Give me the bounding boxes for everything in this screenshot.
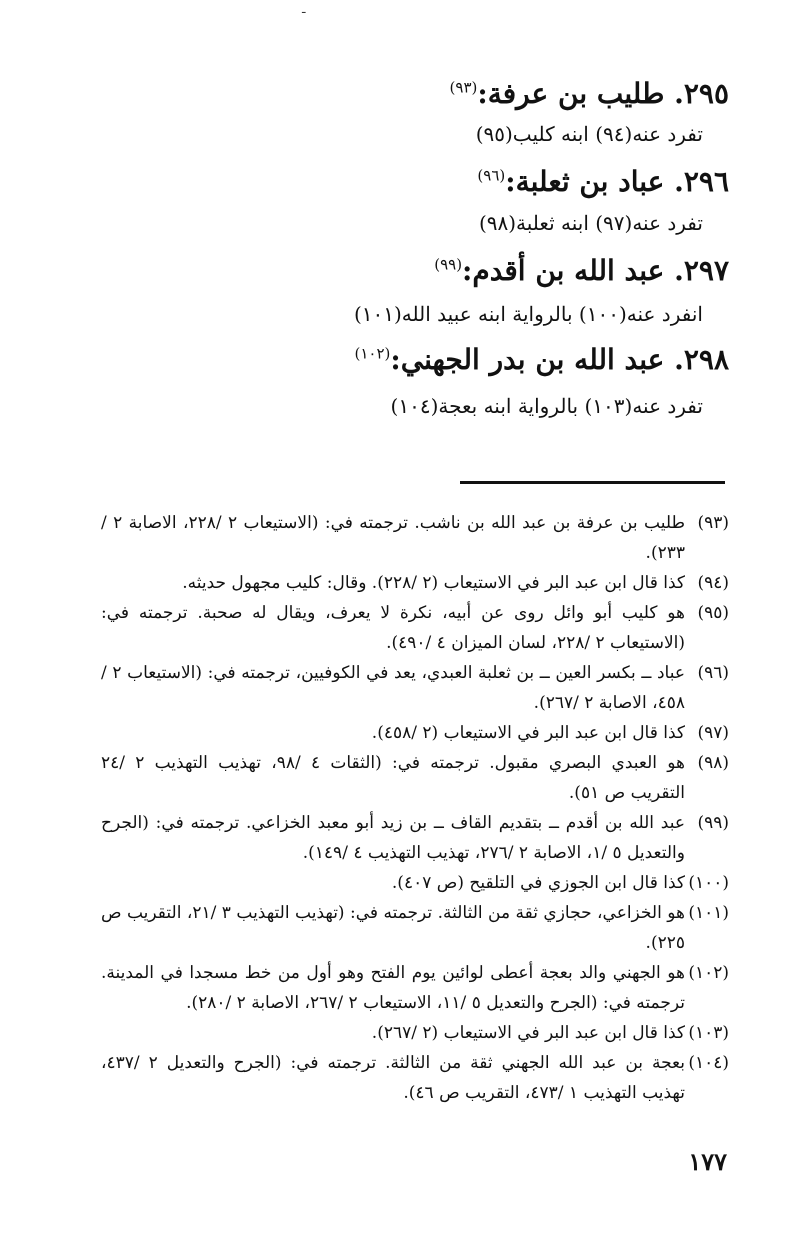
footnote-number: (١٠٣) [688, 1023, 729, 1043]
page-number: ١٧٧ [688, 1147, 727, 1176]
footnote-number: (٩٩) [697, 813, 729, 833]
footnote [101, 658, 729, 718]
entry-heading-298 [354, 343, 729, 376]
footnote-text: كذا قال ابن عبد البر في الاستيعاب (٢ /٢٢٨). وقال: كليب مجهول حديثه. [182, 573, 685, 593]
entry-heading-text: ٢٩٥. طليب بن عرفة: [477, 77, 729, 110]
footnote-text: هو كليب أبو وائل روى عن أبيه، نكرة لا يعرف، ويقال له صحبة. ترجمته في: (الاستيعاب ٢ /٢٢٨، لسان الميزان ٤ /٤٩٠). [101, 603, 685, 653]
footnote-text: عباد ــ بكسر العين ــ بن ثعلبة العبدي، يعد في الكوفيين، ترجمته في: (الاستيعاب ٢ /٤٥٨، الاصابة ٢ /٢٦٧). [101, 663, 685, 713]
footnote-number: (١٠١) [688, 903, 729, 923]
footnote-number: (١٠٢) [688, 963, 729, 983]
footnote-separator [460, 481, 725, 484]
footnote-ref: (٩٦) [477, 166, 506, 185]
footnote-text: طليب بن عرفة بن عبد الله بن ناشب. ترجمته في: (الاستيعاب ٢ /٢٢٨، الاصابة ٢ /٢٣٣). [101, 513, 685, 563]
footnote-number: (٩٦) [697, 663, 729, 683]
footnote-number: (٩٣) [697, 513, 729, 533]
entry-heading-text: ٢٩٦. عباد بن ثعلبة: [505, 165, 729, 198]
footnote-text: هو العبدي البصري مقبول. ترجمته في: (الثقات ٤ /٩٨، تهذيب التهذيب ٢ /٢٤ التقريب ص ٥١). [101, 753, 685, 803]
entry-heading-295 [449, 77, 729, 110]
entry-line-296: تفرد عنه(٩٧) ابنه ثعلبة(٩٨) [478, 211, 703, 235]
footnote-number: (٩٨) [697, 753, 729, 773]
footnote [101, 1018, 729, 1048]
footnote [101, 868, 729, 898]
footnote [101, 958, 729, 1018]
footnote [101, 718, 729, 748]
footnote-text: هو الخزاعي، حجازي ثقة من الثالثة. ترجمته في: (تهذيب التهذيب ٣ /٢١، التقريب ص ٢٢٥). [101, 903, 685, 953]
entry-line-297: انفرد عنه(١٠٠) بالرواية ابنه عبيد الله(١٠١) [353, 302, 703, 326]
footnote [101, 598, 729, 658]
entry-line-295: تفرد عنه(٩٤) ابنه كليب(٩٥) [475, 122, 703, 146]
footnote-text: عبد الله بن أقدم ــ بتقديم القاف ــ بن زيد أبو معبد الخزاعي. ترجمته في: (الجرح والتعديل ٥ /١، الاصابة ٢ /٢٧٦، تهذيب التهذيب ٤ /١٤٩). [101, 813, 685, 863]
footnote-number: (٩٤) [697, 573, 729, 593]
footnote [101, 1048, 729, 1108]
entry-heading-297 [434, 254, 729, 287]
footnotes [101, 508, 729, 1108]
footnote-ref: (١٠٢) [354, 344, 391, 363]
footnote [101, 898, 729, 958]
footnote [101, 808, 729, 868]
footnote-ref: (٩٩) [434, 255, 463, 274]
footnote [101, 508, 729, 568]
footnote-number: (١٠٠) [688, 873, 729, 893]
entry-heading-296 [477, 165, 729, 198]
entry-line-298: تفرد عنه(١٠٣) بالرواية ابنه بعجة(١٠٤) [390, 394, 703, 418]
entry-heading-text: ٢٩٧. عبد الله بن أقدم: [462, 254, 729, 287]
footnote-number: (٩٧) [697, 723, 729, 743]
footnote-text: بعجة بن عبد الله الجهني ثقة من الثالثة. ترجمته في: (الجرح والتعديل ٢ /٤٣٧، تهذيب التهذيب ١ /٤٧٣، التقريب ص ٤٦). [101, 1053, 685, 1103]
footnote [101, 568, 729, 598]
footnote-text: هو الجهني والد بعجة أعطى لوائين يوم الفتح وهو أول من خط مسجدا في المدينة. ترجمته في: (الجرح والتعديل ٥ /١١، الاستيعاب ٢ /٢٦٧، الاصابة ٢ /٢٨٠). [101, 963, 685, 1013]
footnote-text: كذا قال ابن عبد البر في الاستيعاب (٢ /٢٦٧). [371, 1023, 685, 1043]
footnote-text: كذا قال ابن عبد البر في الاستيعاب (٢ /٤٥٨). [371, 723, 685, 743]
scan-speck: ـ [302, 2, 306, 16]
footnote [101, 748, 729, 808]
footnote-number: (١٠٤) [688, 1053, 729, 1073]
footnote-ref: (٩٣) [449, 78, 478, 97]
footnote-text: كذا قال ابن الجوزي في التلقيح (ص ٤٠٧). [391, 873, 685, 893]
footnote-number: (٩٥) [697, 603, 729, 623]
entry-heading-text: ٢٩٨. عبد الله بن بدر الجهني: [390, 343, 729, 376]
